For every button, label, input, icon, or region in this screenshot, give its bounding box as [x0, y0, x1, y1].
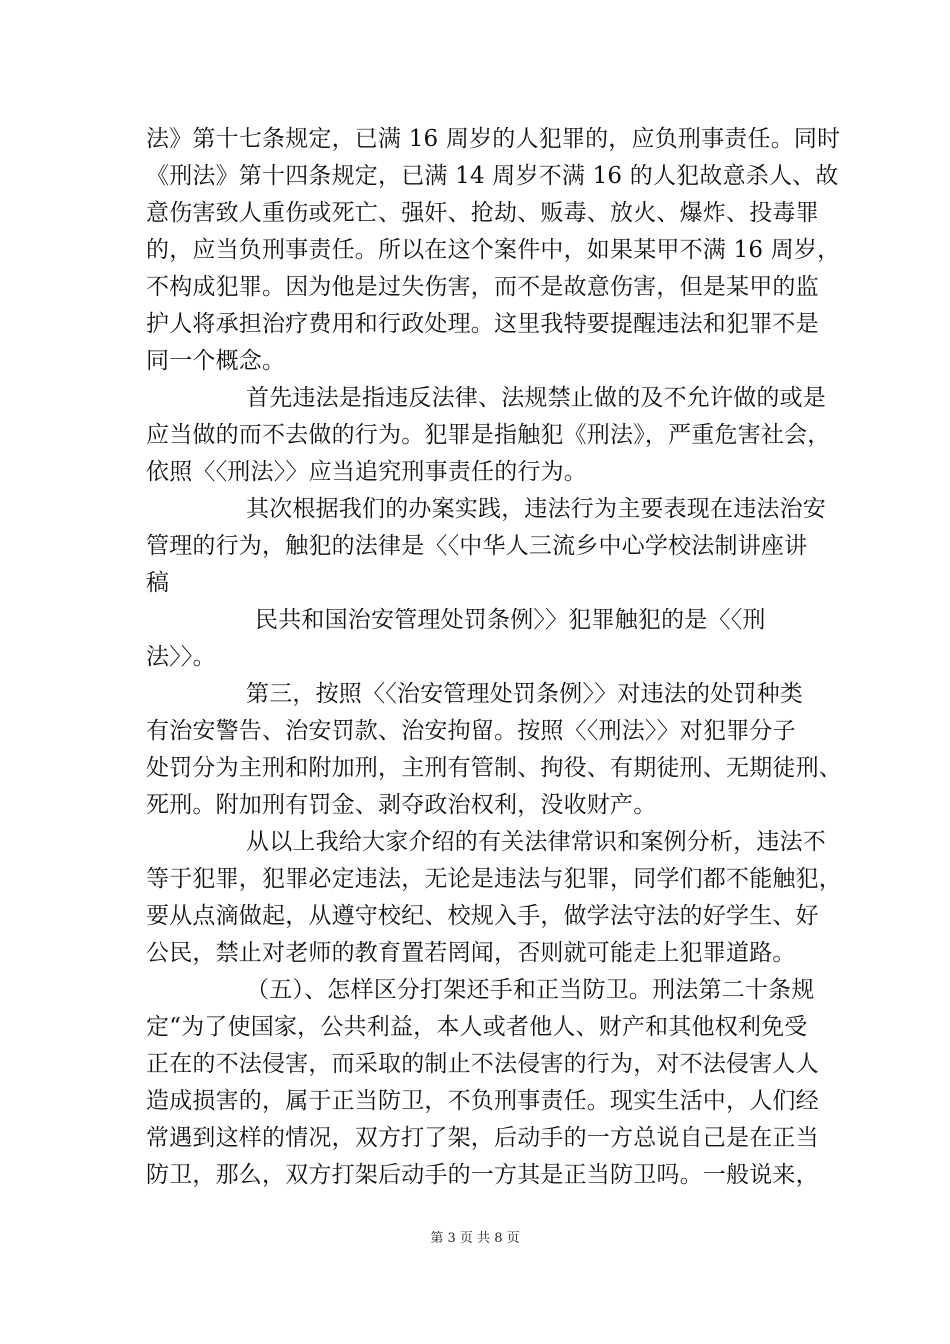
text-line: （五）、怎样区分打架还手和正当防卫。刑法第二十条规 — [246, 977, 815, 1003]
text-line: 有治安警告、治安罚款、治安拘留。按照〈〈刑法〉〉对犯罪分子 — [146, 718, 796, 744]
page-number: 第 3 页 共 8 页 — [430, 1231, 520, 1246]
text-line: 管理的行为，触犯的法律是〈〈中华人三流乡中心学校法制讲座讲 — [146, 533, 808, 559]
text-line: 要从点滴做起，从遵守校纪、校规入手，做学法守法的好学生、好 — [146, 903, 819, 929]
text-line: 处罚分为主刑和附加刑，主刑有管制、拘役、有期徒刑、无期徒刑、 — [146, 755, 842, 781]
text-line: 常遇到这样的情况，双方打了架，后动手的一方总说自己是在正当 — [146, 1125, 819, 1151]
text-line: 等于犯罪，犯罪必定违法，无论是违法与犯罪，同学们都不能触犯， — [146, 866, 842, 892]
text-line: 首先违法是指违反法律、法规禁止做的及不允许做的或是 — [246, 385, 826, 411]
text-line: 死刑。附加刑有罚金、剥夺政治权利，没收财产。 — [146, 792, 657, 818]
text-line: 定“为了使国家，公共利益，本人或者他人、财产和其他权利免受 — [146, 1014, 808, 1040]
text-line: 防卫，那么，双方打架后动手的一方其是正当防卫吗。一般说来， — [146, 1162, 819, 1188]
text-line: 公民，禁止对老师的教育置若罔闻，否则就可能走上犯罪道路。 — [146, 940, 796, 966]
text-line: 民共和国治安管理处罚条例〉〉犯罪触犯的是〈〈刑 — [255, 607, 766, 633]
text-line: 的，应当负刑事责任。所以在这个案件中，如果某甲不满 16 周岁， — [146, 237, 841, 263]
page-footer — [0, 1230, 950, 1248]
text-line: 造成损害的，属于正当防卫，不负刑事责任。现实生活中，人们经 — [146, 1088, 819, 1114]
text-line: 《刑法》第十四条规定，已满 14 周岁不满 16 的人犯故意杀人、故 — [146, 163, 839, 189]
text-line: 第三，按照〈〈治安管理处罚条例〉〉对违法的处罚种类 — [246, 681, 803, 707]
text-line: 其次根据我们的办案实践，违法行为主要表现在违法治安 — [246, 496, 826, 522]
text-line: 应当做的而不去做的行为。犯罪是指触犯《刑法》，严重危害社会， — [146, 422, 831, 448]
text-line: 护人将承担治疗费用和行政处理。这里我特要提醒违法和犯罪不是 — [146, 311, 819, 337]
text-line: 法》第十七条规定，已满 16 周岁的人犯罪的，应负刑事责任。同时 — [146, 126, 841, 152]
text-line: 依照〈〈刑法〉〉应当追究刑事责任的行为。 — [146, 459, 587, 485]
text-line: 法〉〉。 — [146, 644, 216, 670]
text-line: 正在的不法侵害，而采取的制止不法侵害的行为，对不法侵害人人 — [146, 1051, 819, 1077]
text-line: 不构成犯罪。因为他是过失伤害，而不是故意伤害，但是某甲的监 — [146, 274, 819, 300]
text-line: 从以上我给大家介绍的有关法律常识和案例分析，违法不 — [246, 829, 826, 855]
text-line: 同一个概念。 — [146, 348, 286, 374]
text-line: 稿 — [146, 570, 170, 596]
text-line: 意伤害致人重伤或死亡、强奸、抢劫、贩毒、放火、爆炸、投毒罪 — [146, 200, 819, 226]
